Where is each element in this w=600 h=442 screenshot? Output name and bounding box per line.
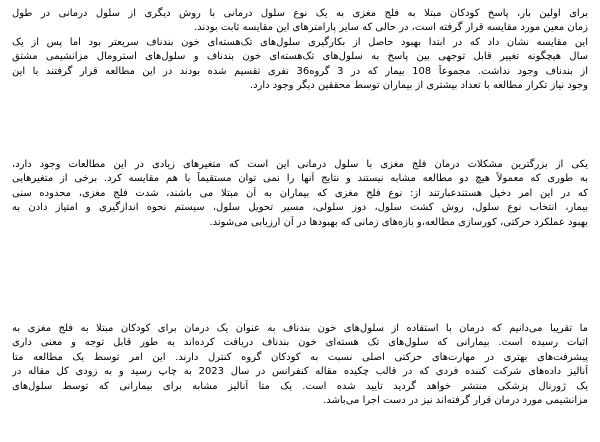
text-line: از بندناف وجود نداشت. مجموعاً 108 بیمار که در 3 گروه36 نفری تقسیم شده بودند در این مطالعه قرار گرفتند با این [12,65,588,77]
text-line: که در این امر دخیل هستندعبارتند از: نوع فلج مغزی که بیماران به آن مبتلا می باشند، شدت فلج مغزی، محدوده سنی [12,187,588,199]
text-line: پیشرفت‌های بهتری در مهارت‌های حرکتی اصلی نسبت به کودکان گروه کنترل دارند. این امر توسط یک مطالعه متا [12,351,588,363]
text-line: به طوری که معمولاً هیچ دو مطالعه مشابه نیستند و نتایج آنها را نمی توان مستقیماً با هم مقایسه کرد. برخی از متغیرهایی [12,173,588,185]
paragraph-study-variables [12,158,588,230]
text-line: مزانشیمی مورد درمان قرار گرفته‌اند نیز در دست اجرا می‌باشد. [323,395,588,407]
paragraph-cord-blood-evidence [12,322,588,408]
text-line: این مقایسه نشان داد که در ابتدا بهبود حاصل از بکارگیری سلول‌های تک‌هسته‌ای خون بندناف سریعتر بود اما پس از یک [12,36,588,48]
text-line: آنالیز داده‌های شرکت کننده فردی که در قالب چکیده مقاله کنفرانس در سال 2023 به چاپ رسید و به زودی کل مقاله در [12,366,588,378]
text-line: زمان معین مورد مقایسه قرار گرفته است، در حالی که سایر پارامترهای این مقایسه ثابت بودند. [194,22,588,34]
text-line: یکی از بزرگترین مشکلات درمان فلج مغزی با سلول درمانی این است که متغیرهای زیادی در این مطالعات وجود دارد، [12,159,588,170]
text-line: یک ژورنال پزشکی منتشر خواهد گردید تایید شده است. یک متا آنالیز مشابه برای بیمارانی که توسط سلول‌های [12,380,588,392]
text-line: برای اولین بار، پاسخ کودکان مبتلا به فلج مغزی به یک نوع سلول درمانی با روش دیگری از سلول درمانی در طول [12,8,588,19]
paragraph-comparison-results [12,7,588,93]
text-line: وجود نیاز تکرار مطالعه با تعداد بیشتری از بیماران توسط محققین دیگر وجود دارد. [249,80,588,92]
text-line: ما تقریبا می‌دانیم که درمان با استفاده از سلول‌های خون بندناف به عنوان یک درمان برای کودکان مبتلا به فلج مغزی به [12,323,588,334]
text-line: بهبود عملکرد حرکتی، کورسازی مطالعه،و بازه‌های زمانی که بهبودها در آن ارزیابی می‌شوند. [209,216,588,228]
text-line: بیمار، انتخاب نوع سلول، روش کشت سلول، دوز سلولی، مسیر تحویل سلول، سیستم نحوه اندازگیری و امتیاز دادن به [12,202,588,214]
text-line: سال هیچگونه تغییر قابل توجهی بین پاسخ به سلول‌های تک‌هسته‌ای خون بندناف و سلول‌های استرومال مزانشیمی مشتق [12,51,588,63]
text-line: اثبات رسیده است. بیمارانی که سلول‌های تک هسته‌ای خون بندناف دریافت کرده‌اند به طور قابل توجه و معنی داری [12,337,588,349]
